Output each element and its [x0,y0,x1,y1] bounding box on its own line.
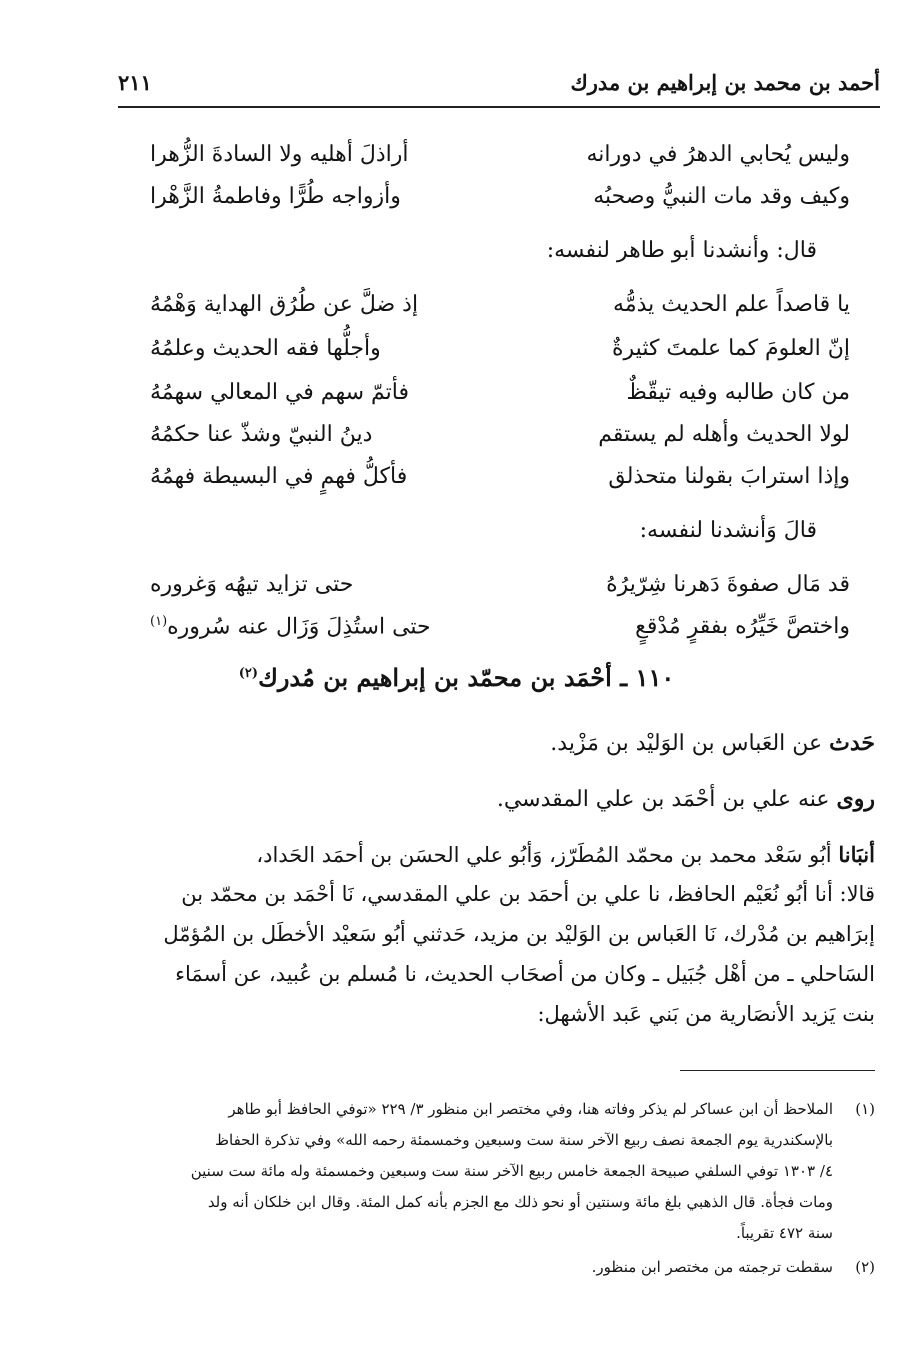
verse-right-hemistich: وليس يُحابي الدهرُ في دورانه [586,142,850,167]
verse-line [150,464,850,508]
verse-line [150,336,850,380]
rawa-line [497,786,875,812]
text-line: إبرَاهيم بن مُدْرك، نَا العَباس بن الوَليْد بن مزيد، حَدثني أبُو سَعيْد الأخطَل بن المُؤمّل [163,922,875,946]
verse-left-hemistich: دينُ النبيّ وشذّ عنا حكمُهُ [150,422,373,447]
header-rule [118,106,880,108]
verse-right-hemistich: واختصَّ خَيِّرُه بفقرٍ مُدْقعٍ [635,614,850,639]
hadatha-text: عن العَباس بن الوَليْد بن مَزْيد. [550,731,830,756]
entry-heading [0,663,913,692]
text-line-content: أبُو سَعْد محمد بن محمّد المُطَرّز، وَأبُو علي الحسَن بن أحمَد الحَداد، [256,843,839,867]
verse-line [150,422,850,466]
footnote-line: الملاحظ أن ابن عساكر لم يذكر وفاته هنا، وفي مختصر ابن منظور ٣/ ٢٢٩ «توفي الحافظ أبو طاهر [228,1100,833,1118]
footnote-line: ٤/ ١٣٠٣ توفي السلفي صبيحة الجمعة خامس ربيع الآخر سنة ست وسبعين وخمسمئة وله مائة ست سنين [190,1162,833,1180]
footnote [75,1252,875,1283]
footnote-marker: (١) [150,614,168,629]
footnote-marker: (٢) [238,666,259,681]
verse-line [150,380,850,424]
footnote-line: سنة ٤٧٢ تقريباً. [736,1224,833,1242]
footnote-rule [680,1070,875,1071]
keyword-anbana: أنبَانا [838,842,875,867]
text-line: بنت يَزيد الأنصَارية من بَني عَبد الأشهل: [537,1002,875,1026]
text-line: قالا: أنا أبُو نُعَيْم الحافظ، نا علي بن أحمَد بن علي المقدسي، نَا أحْمَد بن محمّد بن [181,882,875,906]
verse-left-hemistich: فأتمّ سهم في المعالي سهمُهُ [150,380,410,405]
verse-right-hemistich: لولا الحديث وأهله لم يستقم [598,422,850,447]
running-title: أحمد بن محمد بن إبراهيم بن مدرك [570,70,880,95]
text-line [37,842,875,867]
hadatha-line [550,730,875,756]
verse-right-hemistich: وكيف وقد مات النبيُّ وصحبُه [593,184,850,209]
rawa-text: عنه علي بن أحْمَد بن علي المقدسي. [496,787,837,812]
verse-left-hemistich: وأجلُّها فقه الحديث وعلمُهُ [150,336,381,361]
verse-left-hemistich [150,614,431,639]
keyword-hadatha: حَدث [829,730,875,756]
verse-right-hemistich: يا قاصداً علم الحديث يذمُّه [613,292,850,317]
verse-right-hemistich: من كان طالبه وفيه تيقّظٌ [626,380,850,405]
footnote-number: (٢) [855,1258,875,1276]
poem-intro: قال: وأنشدنا أبو طاهر لنفسه: [546,238,817,263]
entry-heading-text: ١١٠ ـ أحْمَد بن محمّد بن إبراهيم بن مُدرك [258,663,675,692]
keyword-rawa: روى [836,786,875,812]
poem-intro: قالَ وَأنشدنا لنفسه: [639,518,817,543]
footnote-line: سقطت ترجمته من مختصر ابن منظور. [591,1258,833,1276]
footnote-line: ومات فجأة. قال الذهبي بلغ مائة وسنتين أو نحو ذلك مع الجزم بأنه كمل المئة. وقال ابن خلكان أنه ولد [207,1193,833,1211]
verse-left-hemistich: فأكلُّ فهمٍ في البسيطة فهمُهُ [150,464,408,489]
verse-line [150,184,850,228]
verse-right-hemistich: إنّ العلومَ كما علمتَ كثيرةٌ [612,336,850,361]
footnote-line: بالإسكندرية يوم الجمعة نصف ربيع الآخر سنة ست وسبعين وخمسمئة رحمه الله» وفي تذكرة الحفاظ [215,1131,833,1149]
verse-right-hemistich: وإذا استرابَ بقولنا متحذلق [608,464,850,489]
text-line: السَاحلي ـ من أهْل جُبَيل ـ وكان من أصحَاب الحديث، نا مُسلم بن عُبيد، عن أسمَاء [175,962,875,986]
page-header [118,70,880,104]
verse-left-hemistich: إذ ضلَّ عن طُرُق الهداية وَهْمُهُ [150,292,419,317]
verse-left-hemistich: أراذلَ أهليه ولا السادةَ الزُّهرا [150,142,409,167]
verse-right-hemistich: قد مَال صفوةَ دَهرنا شِرّيرُهُ [606,572,850,597]
verse-line [150,572,850,616]
verse-left-hemistich: وأزواجه طُرًّا وفاطمةُ الزَّهْرا [150,184,401,209]
verse-line [150,614,850,658]
footnote [75,1094,875,1249]
verse-line [150,292,850,336]
verse-line [150,142,850,186]
verse-left-hemistich: حتى تزايد تيهُه وَغروره [150,572,354,597]
hemistich-text: حتى استُذِلَ وَزَال عنه سُروره [167,614,431,640]
footnote-number: (١) [855,1100,875,1118]
page-number: ٢١١ [118,70,152,95]
